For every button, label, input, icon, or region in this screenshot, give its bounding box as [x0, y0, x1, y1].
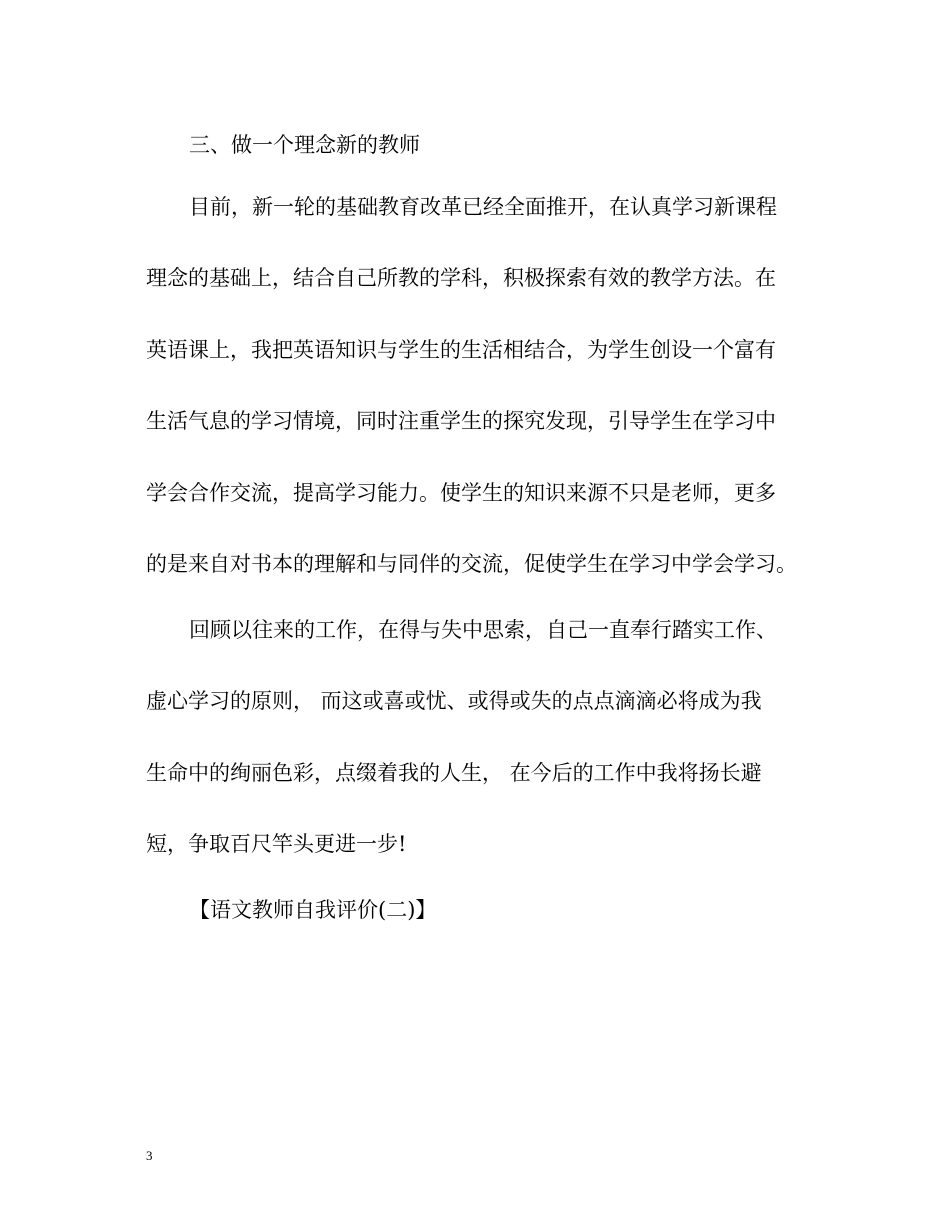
paragraph-line: 学会合作交流，提高学习能力。使学生的知识来源不只是老师，更多 — [146, 481, 776, 505]
paragraph-line: 的是来自对书本的理解和与同伴的交流，促使学生在学习中学会学习。 — [146, 552, 797, 576]
paragraph-line: 短，争取百尺竿头更进一步! — [146, 832, 407, 856]
section-heading: 三、做一个理念新的教师 — [189, 133, 420, 157]
section-title: 【语文教师自我评价(二)】 — [189, 898, 437, 922]
paragraph-line: 生活气息的学习情境，同时注重学生的探究发现，引导学生在学习中 — [146, 409, 776, 433]
paragraph-line: 理念的基础上，结合自己所教的学科，积极探索有效的教学方法。在 — [146, 266, 776, 290]
paragraph-line: 生命中的绚丽色彩，点缀着我的人生， 在今后的工作中我将扬长避 — [146, 761, 762, 785]
page-number: 3 — [146, 1148, 153, 1163]
paragraph-line: 英语课上，我把英语知识与学生的生活相结合，为学生创设一个富有 — [146, 338, 776, 362]
paragraph-line: 回顾以往来的工作，在得与失中思索，自己一直奉行踏实工作、 — [189, 618, 777, 642]
paragraph-line: 虚心学习的原则， 而这或喜或忧、或得或失的点点滴滴必将成为我 — [146, 689, 762, 713]
paragraph-line: 目前，新一轮的基础教育改革已经全面推开，在认真学习新课程 — [189, 195, 777, 219]
